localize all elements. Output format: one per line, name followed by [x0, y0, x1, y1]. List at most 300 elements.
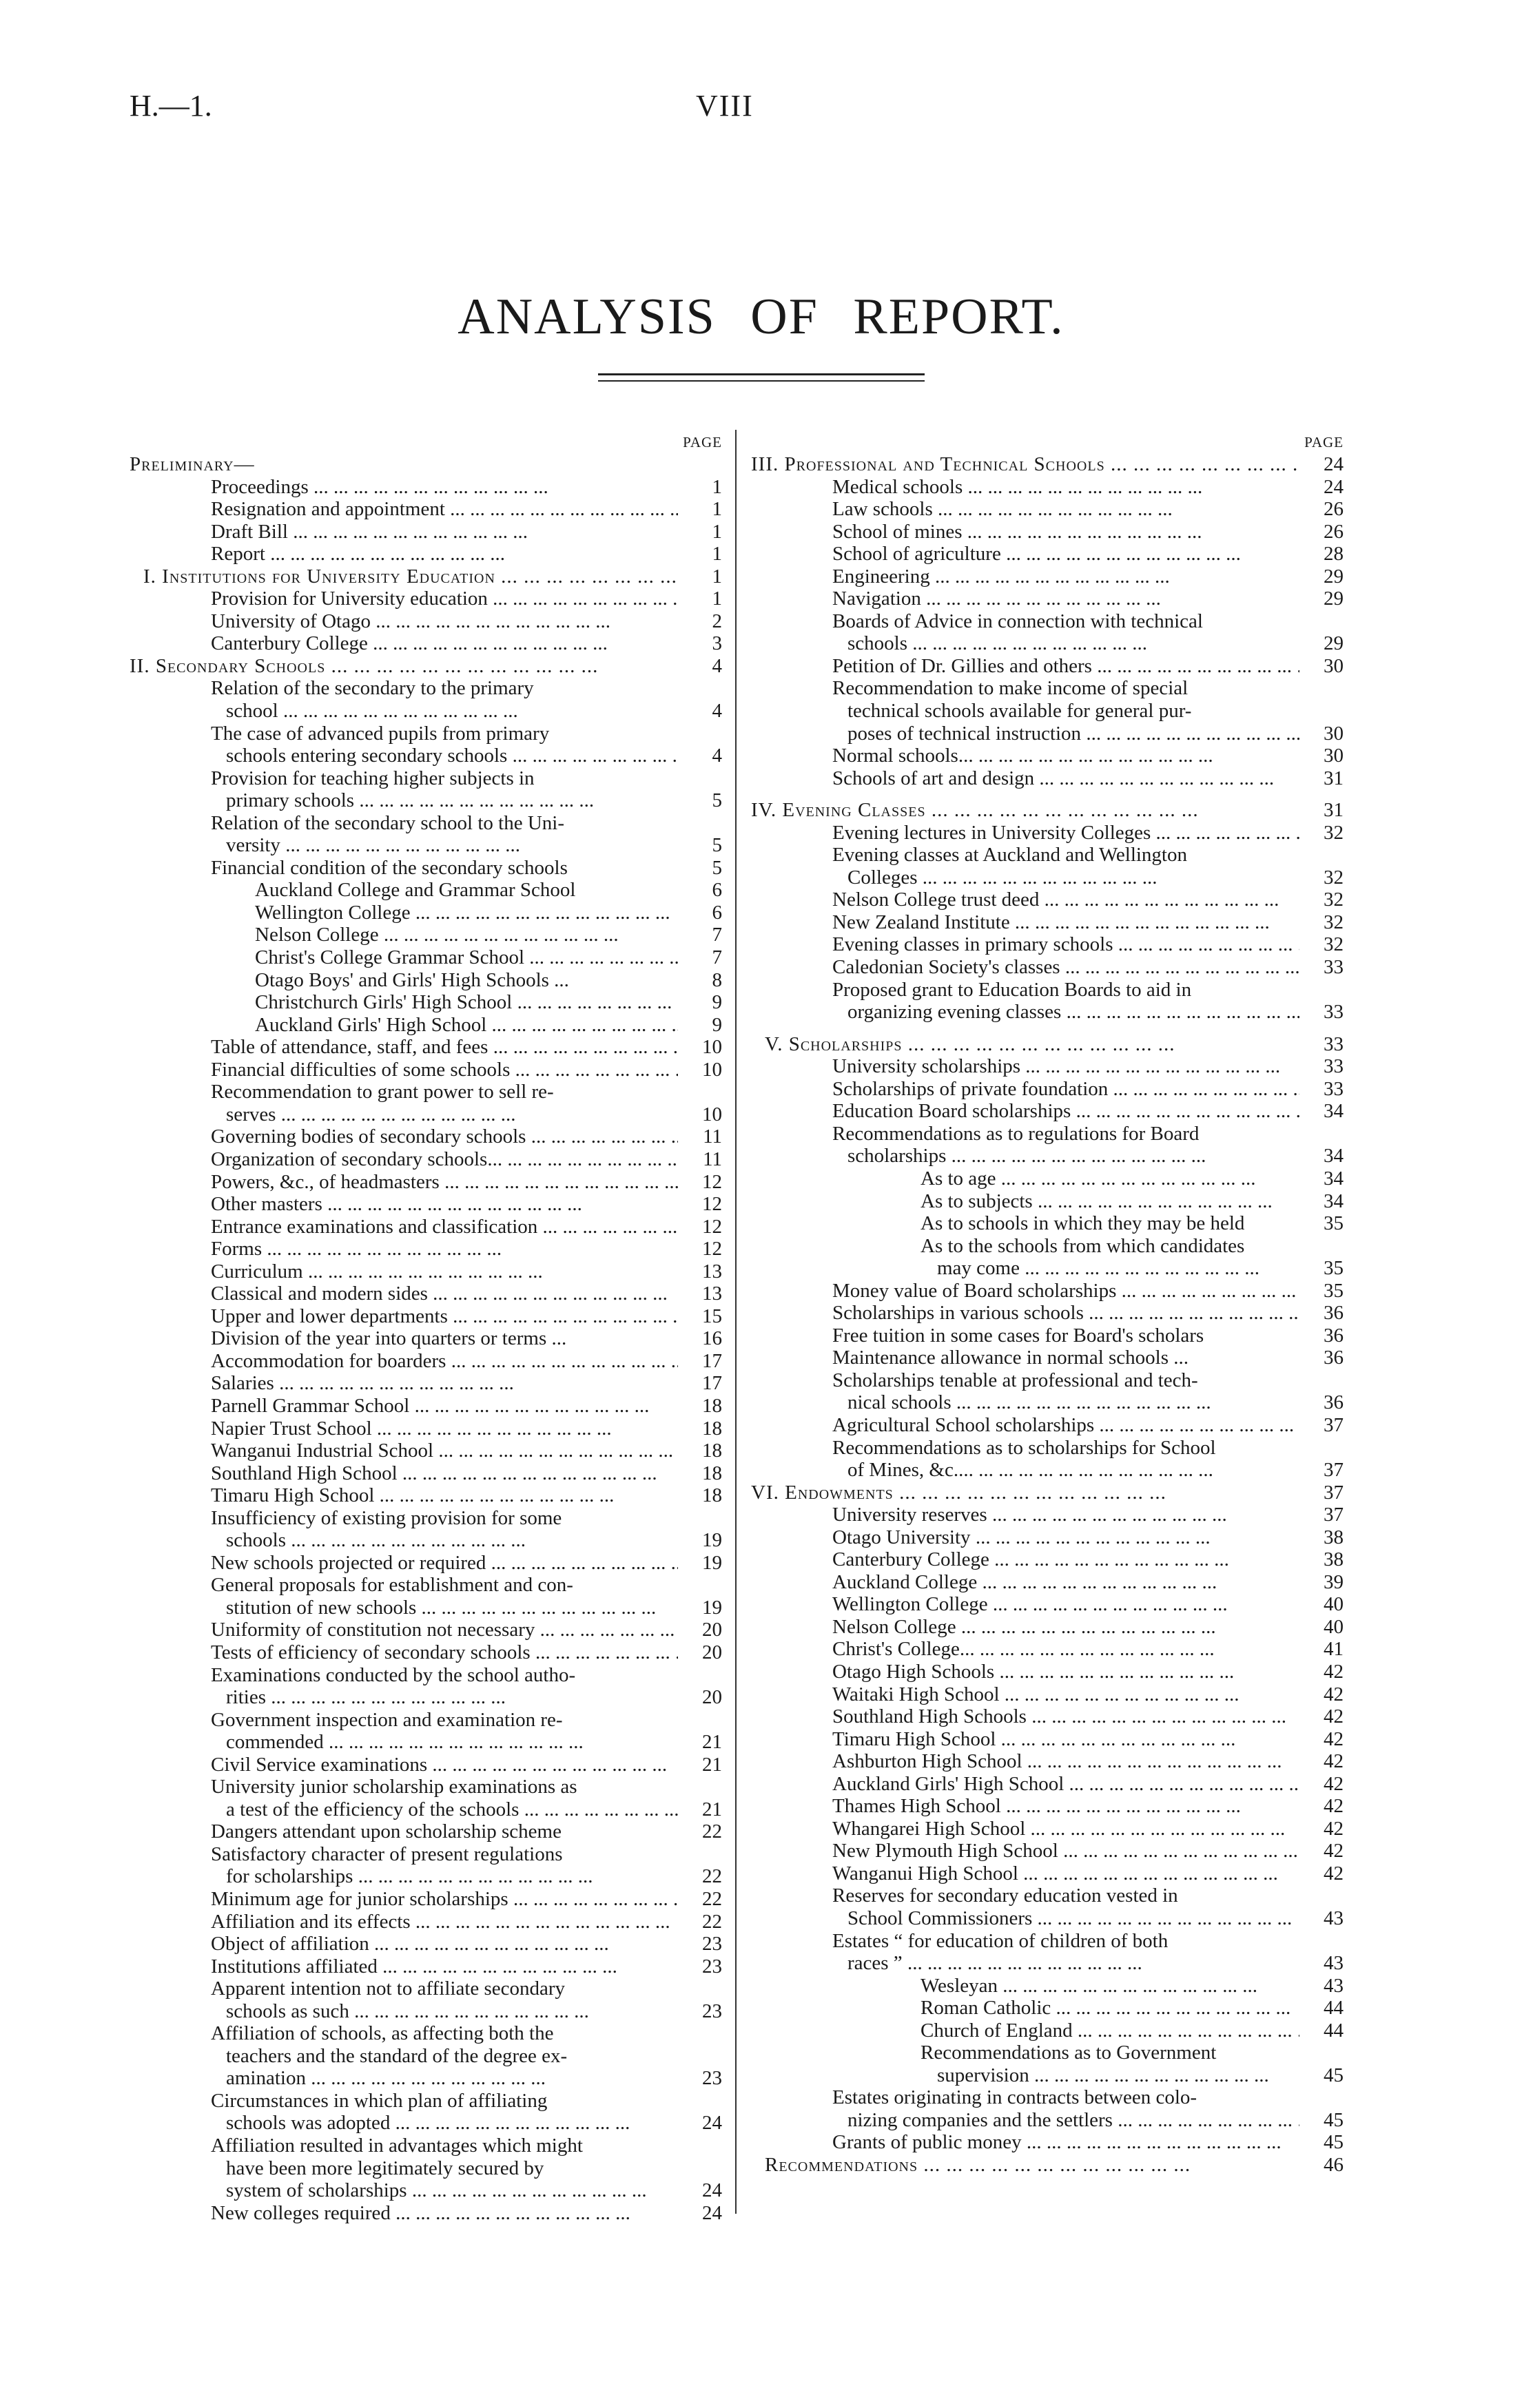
- toc-entry: [751, 1369, 1344, 1392]
- toc-entry-text: Provision for University education ...: [130, 588, 678, 610]
- toc-entry-text: Canterbury College ...: [751, 1548, 1299, 1571]
- toc-entry-text: Canterbury College ...: [130, 632, 678, 655]
- toc-entry-text: New colleges required ...: [130, 2202, 678, 2225]
- toc-page-number: 32: [1324, 911, 1344, 933]
- toc-section-heading: [751, 799, 1344, 822]
- toc-entry-text: Relation of the secondary to the primary: [211, 677, 534, 700]
- toc-entry-text: Proceedings ...: [130, 476, 678, 499]
- toc-entry-text: Recommendations ...: [751, 2154, 1299, 2177]
- toc-entry-text: schools was adopted ...: [130, 2112, 678, 2135]
- toc-entry-text: Affiliation of schools, as affecting both the: [211, 2022, 554, 2045]
- toc-entry-text: Accommodation for boarders ...: [130, 1350, 678, 1373]
- toc-entry-text: Relation of the secondary school to the Uni-: [211, 811, 565, 834]
- toc-entry: [130, 834, 722, 857]
- toc-page-number: 22: [702, 1865, 722, 1888]
- toc-entry: [751, 1930, 1344, 1953]
- toc-entry: [751, 1280, 1344, 1302]
- toc-entry-text: Resignation and appointment ...: [130, 498, 678, 521]
- toc-page-number: 37: [1324, 1504, 1344, 1526]
- toc-page-number: 42: [1324, 1817, 1344, 1840]
- toc-section-heading: [751, 1033, 1344, 1056]
- toc-page-number: 9: [712, 991, 722, 1014]
- toc-page-number: 22: [702, 1910, 722, 1933]
- toc-entry: [130, 1193, 722, 1216]
- toc-entry: [130, 745, 722, 767]
- toc-entry-text: technical schools available for general pur-: [847, 700, 1192, 723]
- toc-page-number: 24: [702, 2201, 722, 2224]
- page-column-heading: PAGE: [683, 434, 722, 450]
- toc-page-number: 46: [1324, 2154, 1344, 2177]
- toc-entry: [751, 1885, 1344, 1907]
- toc-entry-text: Tests of efficiency of secondary schools ...: [130, 1641, 678, 1664]
- toc-page-number: 42: [1324, 1772, 1344, 1795]
- toc-entry: [130, 2135, 722, 2157]
- toc-entry-text: school ...: [130, 700, 678, 723]
- toc-entry: [751, 2042, 1344, 2064]
- toc-page-number: 18: [702, 1440, 722, 1462]
- toc-entry-text: Navigation ...: [751, 588, 1299, 610]
- toc-entry-text: for scholarships ...: [130, 1865, 678, 1888]
- toc-entry: [751, 1638, 1344, 1661]
- toc-page-number: 12: [702, 1215, 722, 1238]
- toc-entry: [130, 1484, 722, 1507]
- toc-entry-text: Insufficiency of existing provision for some: [211, 1506, 562, 1529]
- toc-entry: [130, 902, 722, 924]
- toc-entry-text: Wanganui Industrial School ...: [130, 1440, 678, 1462]
- toc-entry-text: Education Board scholarships ...: [751, 1100, 1299, 1123]
- toc-entry-text: Schools of art and design ...: [751, 767, 1299, 790]
- toc-entry: [751, 1459, 1344, 1482]
- toc-page-number: 32: [1324, 889, 1344, 911]
- toc-entry-text: Otago High Schools ...: [751, 1661, 1299, 1683]
- toc-entry-text: nizing companies and the settlers ...: [751, 2109, 1299, 2132]
- toc-entry-text: As to age ... ...: [751, 1167, 1299, 1190]
- toc-entry: [751, 1078, 1344, 1101]
- toc-page-number: 22: [702, 1888, 722, 1910]
- toc-entry-text: University scholarships ... ...: [751, 1055, 1299, 1078]
- toc-entry: [130, 2090, 722, 2113]
- toc-entry: [130, 1059, 722, 1081]
- toc-entry-text: Christ's College Grammar School ...: [130, 946, 678, 969]
- toc-page-number: 3: [712, 632, 722, 655]
- toc-entry-text: Curriculum ...: [130, 1260, 678, 1283]
- toc-page-number: 18: [702, 1462, 722, 1484]
- toc-page-number: 36: [1324, 1347, 1344, 1369]
- toc-entry: [751, 1750, 1344, 1773]
- toc-entry: [130, 677, 722, 700]
- toc-page-number: 7: [712, 924, 722, 946]
- toc-entry: [130, 1776, 722, 1798]
- toc-entry-text: Christ's College... ...: [751, 1638, 1299, 1661]
- toc-page-number: 30: [1324, 745, 1344, 767]
- toc-entry-text: Auckland College ...: [751, 1571, 1299, 1594]
- toc-entry-text: New Zealand Institute ... ...: [751, 911, 1299, 934]
- toc-page-number: 32: [1324, 933, 1344, 956]
- toc-entry: [130, 812, 722, 835]
- toc-entry: [130, 1529, 722, 1552]
- toc-entry-text: Forms ...: [130, 1238, 678, 1260]
- toc-entry-text: Colleges ...: [751, 866, 1299, 889]
- toc-entry-text: Estates originating in contracts between colo-: [832, 2086, 1197, 2109]
- toc-entry: [751, 822, 1344, 844]
- page-column-heading: PAGE: [1304, 434, 1344, 450]
- toc-page-number: 33: [1324, 1001, 1344, 1024]
- toc-page-number: 16: [702, 1327, 722, 1350]
- toc-entry: [751, 543, 1344, 565]
- toc-entry-text: Wesleyan ... ...: [751, 1975, 1299, 1997]
- toc-entry-text: IV. Evening Classes ...: [751, 799, 1299, 822]
- toc-entry-text: University of Otago ...: [130, 610, 678, 633]
- toc-page-number: 30: [1324, 722, 1344, 745]
- column-divider: [735, 430, 737, 2214]
- toc-right-entries: [751, 453, 1344, 2177]
- toc-entry: [130, 1014, 722, 1037]
- toc-page-number: 42: [1324, 1660, 1344, 1683]
- toc-entry: [751, 588, 1344, 610]
- toc-entry: [751, 1952, 1344, 1975]
- toc-page-number: 12: [702, 1170, 722, 1193]
- toc-entry: [751, 1504, 1344, 1526]
- toc-page-number: 4: [712, 700, 722, 723]
- toc-entry-text: Scholarships of private foundation ...: [751, 1078, 1299, 1101]
- toc-entry-text: schools entering secondary schools ...: [130, 745, 678, 767]
- toc-entry-text: Thames High School ...: [751, 1795, 1299, 1818]
- toc-page-number: 21: [702, 1798, 722, 1820]
- toc-page-number: 17: [702, 1349, 722, 1372]
- toc-entry: [130, 1462, 722, 1485]
- toc-entry: [130, 879, 722, 902]
- toc-entry-text: Waitaki High School ...: [751, 1683, 1299, 1706]
- toc-entry-text: Scholarships tenable at professional and tech-: [832, 1369, 1198, 1391]
- toc-entry-text: may come ...: [751, 1257, 1299, 1280]
- toc-entry-text: Financial condition of the secondary schools: [211, 856, 568, 879]
- toc-entry: [130, 924, 722, 946]
- toc-entry: [130, 1036, 722, 1059]
- toc-entry-text: amination ...: [130, 2067, 678, 2090]
- toc-entry-text: Provision for teaching higher subjects in: [211, 767, 535, 789]
- toc-page-number: 23: [702, 1933, 722, 1955]
- toc-entry-text: Recommendation to grant power to sell re-: [211, 1081, 554, 1103]
- toc-entry-text: teachers and the standard of the degree ex-: [226, 2044, 568, 2067]
- toc-entry: [751, 911, 1344, 934]
- toc-entry-text: Recommendations as to scholarships for School: [832, 1436, 1216, 1459]
- toc-entry-text: New schools projected or required ...: [130, 1552, 678, 1575]
- toc-section-heading: [130, 565, 722, 588]
- toc-entry: [751, 866, 1344, 889]
- toc-section-heading: [751, 453, 1344, 476]
- toc-entry: [751, 1145, 1344, 1167]
- toc-page-number: 45: [1324, 2064, 1344, 2086]
- toc-entry-text: Whangarei High School ... ...: [751, 1818, 1299, 1840]
- toc-entry: [130, 946, 722, 969]
- toc-page-number: 13: [702, 1283, 722, 1305]
- toc-page-number: 35: [1324, 1257, 1344, 1280]
- toc-page-number: 45: [1324, 2108, 1344, 2131]
- toc-page-number: 30: [1324, 654, 1344, 677]
- toc-entry: [130, 1597, 722, 1619]
- toc-entry: [130, 1260, 722, 1283]
- toc-entry-text: poses of technical instruction ...: [751, 723, 1299, 745]
- toc-entry: [130, 2045, 722, 2068]
- toc-entry: [130, 1238, 722, 1260]
- toc-page-number: 39: [1324, 1570, 1344, 1593]
- toc-entry-text: Estates “ for education of children of both: [832, 1929, 1169, 1952]
- toc-entry: [751, 1593, 1344, 1616]
- toc-entry: [751, 1571, 1344, 1594]
- toc-entry-text: Medical schools ...: [751, 476, 1299, 499]
- toc-entry: [130, 1305, 722, 1328]
- toc-entry: [130, 1103, 722, 1126]
- toc-page-number: 28: [1324, 543, 1344, 565]
- toc-page-number: 38: [1324, 1548, 1344, 1571]
- toc-entry: [130, 1216, 722, 1238]
- toc-entry-text: University junior scholarship examinations as: [211, 1776, 577, 1798]
- toc-entry: [130, 588, 722, 610]
- toc-entry: [130, 1955, 722, 1978]
- toc-entry-text: Recommendations as to Government: [921, 2042, 1217, 2064]
- toc-entry-text: Civil Service examinations ...: [130, 1754, 678, 1776]
- toc-entry: [130, 632, 722, 655]
- toc-entry-text: Scholarships in various schools ...: [751, 1302, 1299, 1325]
- document-title: ANALYSIS OF REPORT.: [457, 289, 1065, 345]
- toc-entry-text: Salaries ...: [130, 1372, 678, 1395]
- toc-page-number: 42: [1324, 1683, 1344, 1705]
- toc-entry-text: nical schools ... ...: [751, 1391, 1299, 1414]
- toc-page-number: 17: [702, 1372, 722, 1395]
- toc-page-number: 10: [702, 1036, 722, 1059]
- toc-entry: [130, 1418, 722, 1440]
- toc-page-number: 5: [712, 856, 722, 879]
- toc-entry: [130, 767, 722, 790]
- toc-entry-text: Nelson College ... ...: [751, 1616, 1299, 1639]
- toc-page-number: 10: [702, 1103, 722, 1125]
- toc-page-number: 26: [1324, 498, 1344, 521]
- toc-entry-text: schools ...: [751, 632, 1299, 655]
- toc-entry-text: Table of attendance, staff, and fees ...: [130, 1036, 678, 1059]
- toc-entry-text: V. Scholarships ...: [751, 1033, 1299, 1056]
- toc-entry-text: Wellington College ... ...: [130, 902, 678, 924]
- toc-entry-text: Proposed grant to Education Boards to aid in: [832, 978, 1192, 1001]
- toc-entry-text: School of mines ...: [751, 521, 1299, 543]
- toc-entry-text: Money value of Board scholarships ...: [751, 1280, 1299, 1302]
- toc-entry: [130, 1081, 722, 1103]
- toc-page-number: 1: [712, 565, 722, 588]
- toc-entry: [130, 1686, 722, 1709]
- toc-entry: [130, 1552, 722, 1575]
- toc-page-number: 29: [1324, 632, 1344, 655]
- toc-entry-text: Timaru High School ...: [130, 1484, 678, 1507]
- toc-entry: [130, 476, 722, 499]
- toc-entry: [130, 1843, 722, 1866]
- toc-entry-text: The case of advanced pupils from primary: [211, 722, 550, 745]
- toc-entry: [130, 521, 722, 543]
- toc-entry-text: supervision ...: [751, 2064, 1299, 2087]
- toc-page-number: 44: [1324, 1997, 1344, 2020]
- toc-page-number: 36: [1324, 1391, 1344, 1414]
- toc-page-number: 9: [712, 1013, 722, 1036]
- toc-page-number: 6: [712, 879, 722, 902]
- toc-page-number: 6: [712, 901, 722, 924]
- toc-page-number: 37: [1324, 1459, 1344, 1482]
- toc-entry-text: Powers, &c., of headmasters ...: [130, 1171, 678, 1194]
- toc-entry: [751, 1773, 1344, 1796]
- toc-entry-text: schools ...: [130, 1529, 678, 1552]
- toc-entry-text: Free tuition in some cases for Board's scholars: [832, 1324, 1204, 1347]
- toc-entry: [751, 2064, 1344, 2087]
- toc-entry: [130, 1641, 722, 1664]
- toc-page-number: 24: [1324, 475, 1344, 498]
- toc-entry-text: Apparent intention not to affiliate secondary: [211, 1978, 566, 2000]
- toc-page-number: 34: [1324, 1167, 1344, 1190]
- toc-entry-text: II. Secondary Schools ...: [130, 655, 678, 678]
- toc-entry-text: Object of affiliation ...: [130, 1933, 678, 1955]
- toc-entry: [751, 1055, 1344, 1078]
- toc-page-number: 40: [1324, 1615, 1344, 1638]
- toc-entry-text: Uniformity of constitution not necessary ...: [130, 1619, 678, 1641]
- toc-entry-text: School Commissioners ... ...: [751, 1907, 1299, 1930]
- toc-entry: [130, 1933, 722, 1955]
- toc-entry: [130, 1440, 722, 1462]
- toc-entry-text: Reserves for secondary education vested in: [832, 1885, 1178, 1907]
- toc-entry: [130, 1865, 722, 1888]
- toc-page-number: 43: [1324, 1952, 1344, 1975]
- toc-entry-text: organizing evening classes ...: [751, 1001, 1299, 1024]
- toc-page-number: 19: [702, 1529, 722, 1552]
- toc-entry: [751, 1526, 1344, 1549]
- toc-page-number: 2: [712, 610, 722, 632]
- toc-entry-text: VI. Endowments ...: [751, 1482, 1299, 1504]
- toc-entry-text: Evening classes in primary schools ...: [751, 933, 1299, 956]
- toc-entry: [130, 1798, 722, 1821]
- toc-page-number: 1: [712, 475, 722, 498]
- toc-page-number: 18: [702, 1484, 722, 1507]
- toc-entry-text: Affiliation resulted in advantages which might: [211, 2135, 583, 2157]
- toc-page-number: 21: [702, 1753, 722, 1776]
- toc-page-number: 36: [1324, 1324, 1344, 1347]
- toc-entry: [751, 1997, 1344, 2020]
- toc-page-number: 45: [1324, 2131, 1344, 2154]
- toc-entry-text: stitution of new schools ...: [130, 1597, 678, 1619]
- toc-entry-text: Entrance examinations and classification ...: [130, 1216, 678, 1238]
- toc-entry-text: Southland High Schools ... ...: [751, 1705, 1299, 1728]
- toc-page-number: 34: [1324, 1145, 1344, 1167]
- toc-entry: [751, 1257, 1344, 1280]
- toc-entry-text: serves ...: [130, 1103, 678, 1126]
- toc-entry-text: races ” ...: [751, 1952, 1299, 1975]
- toc-entry-text: Napier Trust School ...: [130, 1418, 678, 1440]
- toc-page-number: 8: [712, 968, 722, 991]
- toc-entry-text: Governing bodies of secondary schools ...: [130, 1125, 678, 1148]
- toc-entry-text: Upper and lower departments ...: [130, 1305, 678, 1328]
- toc-page-number: 1: [712, 543, 722, 565]
- toc-page-number: 24: [702, 2179, 722, 2202]
- toc-entry: [130, 2202, 722, 2225]
- toc-page-number: 10: [702, 1058, 722, 1081]
- toc-entry: [751, 1167, 1344, 1190]
- toc-entry: [130, 1283, 722, 1305]
- toc-entry: [130, 969, 722, 992]
- toc-entry: [130, 1978, 722, 2000]
- toc-page-number: 42: [1324, 1727, 1344, 1750]
- toc-page-number: 5: [712, 834, 722, 857]
- toc-entry: [130, 1372, 722, 1395]
- toc-entry: [751, 1437, 1344, 1460]
- toc-entry-text: III. Professional and Technical Schools ...: [751, 453, 1299, 476]
- toc-entry: [130, 2179, 722, 2202]
- toc-entry-text: schools as such ...: [130, 2000, 678, 2023]
- toc-entry-text: have been more legitimately secured by: [226, 2157, 544, 2179]
- toc-entry-text: Boards of Advice in connection with technical: [832, 610, 1203, 632]
- toc-entry: [751, 677, 1344, 700]
- toc-entry-text: Evening classes at Auckland and Wellington: [832, 844, 1187, 866]
- toc-entry: [751, 723, 1344, 745]
- toc-page-number: 18: [702, 1417, 722, 1440]
- toc-entry-text: Agricultural School scholarships ... ...: [751, 1414, 1299, 1437]
- toc-page-number: 35: [1324, 1212, 1344, 1235]
- toc-page-number: 31: [1324, 799, 1344, 822]
- toc-entry: [130, 2022, 722, 2045]
- toc-section-heading: [130, 453, 722, 476]
- toc-entry-text: As to the schools from which candidates: [921, 1234, 1245, 1257]
- toc-page-number: 23: [702, 2000, 722, 2022]
- toc-page-number: 38: [1324, 1526, 1344, 1548]
- toc-entry: [130, 498, 722, 521]
- toc-page-number: 40: [1324, 1593, 1344, 1616]
- toc-section-heading: [751, 1482, 1344, 1504]
- toc-entry: [751, 1728, 1344, 1751]
- toc-entry: [751, 956, 1344, 979]
- toc-entry-text: Minimum age for junior scholarships ...: [130, 1888, 678, 1911]
- toc-section-heading: [751, 2154, 1344, 2177]
- toc-page-number: 31: [1324, 767, 1344, 789]
- toc-entry: [751, 1391, 1344, 1414]
- toc-entry: [751, 1862, 1344, 1885]
- toc-entry: [130, 1911, 722, 1933]
- toc-entry: [751, 844, 1344, 866]
- toc-entry-text: Auckland Girls' High School ...: [751, 1773, 1299, 1796]
- toc-entry-text: New Plymouth High School ...: [751, 1840, 1299, 1862]
- toc-entry-text: system of scholarships ...: [130, 2179, 678, 2202]
- toc-entry: [751, 1190, 1344, 1213]
- toc-entry-text: Financial difficulties of some schools ...: [130, 1059, 678, 1081]
- toc-entry-text: Roman Catholic ...: [751, 1997, 1299, 2020]
- toc-entry-text: Satisfactory character of present regulations: [211, 1843, 563, 1865]
- toc-entry: [751, 1302, 1344, 1325]
- toc-entry: [751, 933, 1344, 956]
- toc-page-number: 19: [702, 1596, 722, 1619]
- toc-entry-text: of Mines, &c.... ...: [751, 1459, 1299, 1482]
- toc-page-number: 37: [1324, 1413, 1344, 1436]
- toc-entry: [751, 1683, 1344, 1706]
- toc-entry: [751, 655, 1344, 678]
- toc-entry: [130, 1171, 722, 1194]
- toc-page-number: 12: [702, 1238, 722, 1260]
- toc-entry: [751, 1661, 1344, 1683]
- toc-entry-text: Ashburton High School ... ...: [751, 1750, 1299, 1773]
- toc-entry-text: Grants of public money ... ...: [751, 2131, 1299, 2154]
- toc-page-number: 20: [702, 1619, 722, 1641]
- section-gap: [751, 1024, 1344, 1033]
- toc-page-number: 29: [1324, 565, 1344, 588]
- toc-page-number: 32: [1324, 866, 1344, 889]
- toc-entry-text: Church of England ... ...: [751, 2020, 1299, 2042]
- toc-page-number: 32: [1324, 821, 1344, 844]
- toc-page-number: 33: [1324, 1077, 1344, 1100]
- toc-entry-text: Normal schools... ...: [751, 745, 1299, 767]
- toc-entry-text: a test of the efficiency of the schools ...: [130, 1798, 678, 1821]
- toc-entry-text: Wanganui High School ... ...: [751, 1862, 1299, 1885]
- toc-left-column: [130, 431, 722, 2224]
